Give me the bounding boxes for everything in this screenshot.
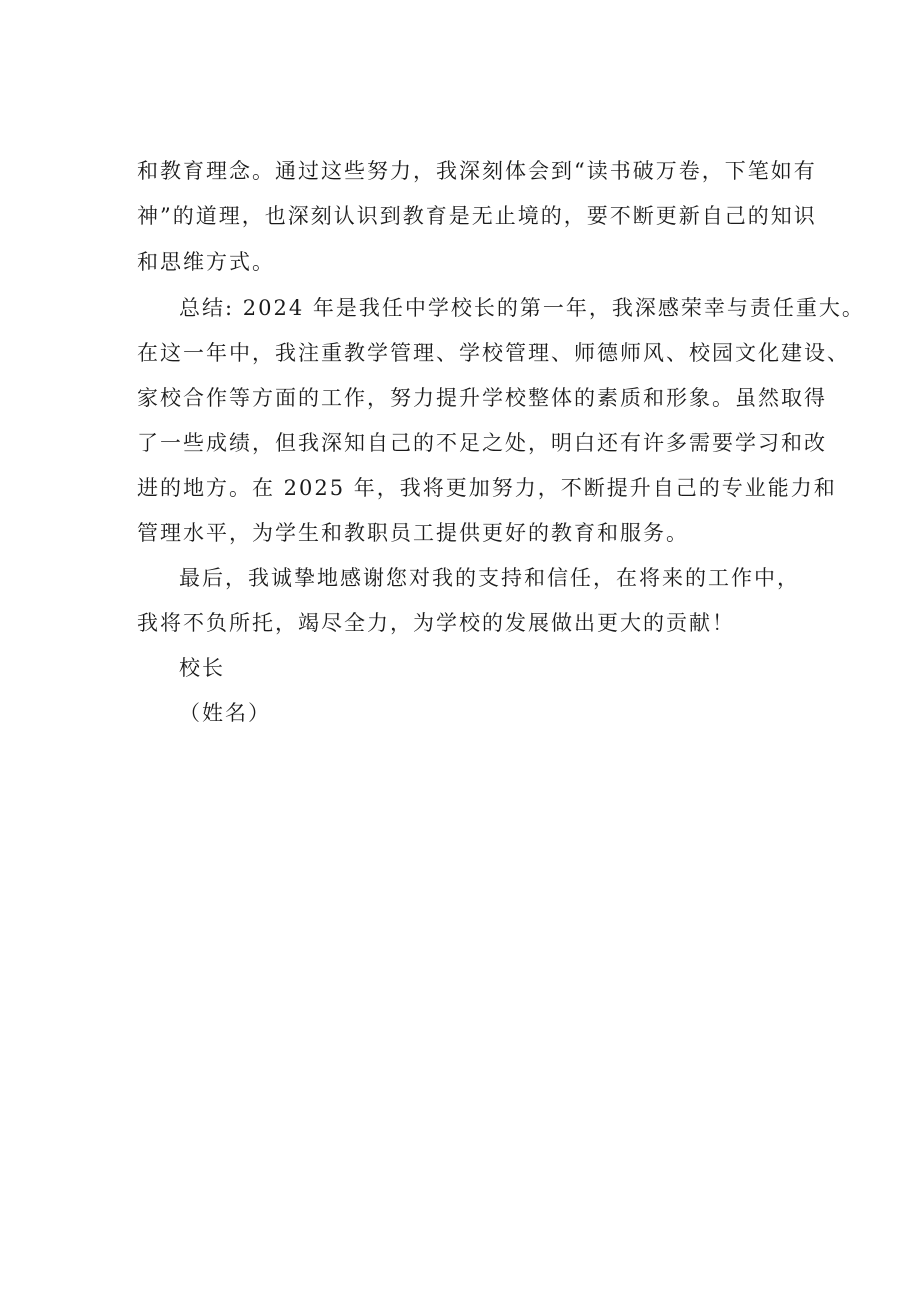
- summary-paragraph-line: 家校合作等方面的工作，努力提升学校整体的素质和形象。虽然取得: [137, 386, 827, 410]
- summary-paragraph-line: 管理水平，为学生和教职员工提供更好的教育和服务。: [137, 521, 689, 545]
- summary-paragraph-line: 总结: 2024 年是我任中学校长的第一年，我深感荣幸与责任重大。: [179, 296, 865, 320]
- summary-paragraph-line: 在这一年中，我注重教学管理、学校管理、师德师风、校园文化建设、: [137, 341, 850, 365]
- text-line: 和思维方式。: [137, 250, 275, 274]
- closing-paragraph-line: 我将不负所托，竭尽全力，为学校的发展做出更大的贡献！: [137, 611, 735, 635]
- signature-title: 校长: [179, 656, 225, 680]
- closing-paragraph-line: 最后，我诚挚地感谢您对我的支持和信任，在将来的工作中，: [179, 566, 800, 590]
- summary-paragraph-line: 进的地方。在 2025 年，我将更加努力，不断提升自己的专业能力和: [137, 476, 837, 500]
- summary-paragraph-line: 了一些成绩，但我深知自己的不足之处，明白还有许多需要学习和改: [137, 431, 827, 455]
- text-line: 神”的道理，也深刻认识到教育是无止境的，要不断更新自己的知识: [137, 204, 817, 228]
- signature-name-placeholder: （姓名）: [179, 701, 271, 725]
- text-line: 和教育理念。通过这些努力，我深刻体会到“读书破万卷，下笔如有: [137, 159, 817, 183]
